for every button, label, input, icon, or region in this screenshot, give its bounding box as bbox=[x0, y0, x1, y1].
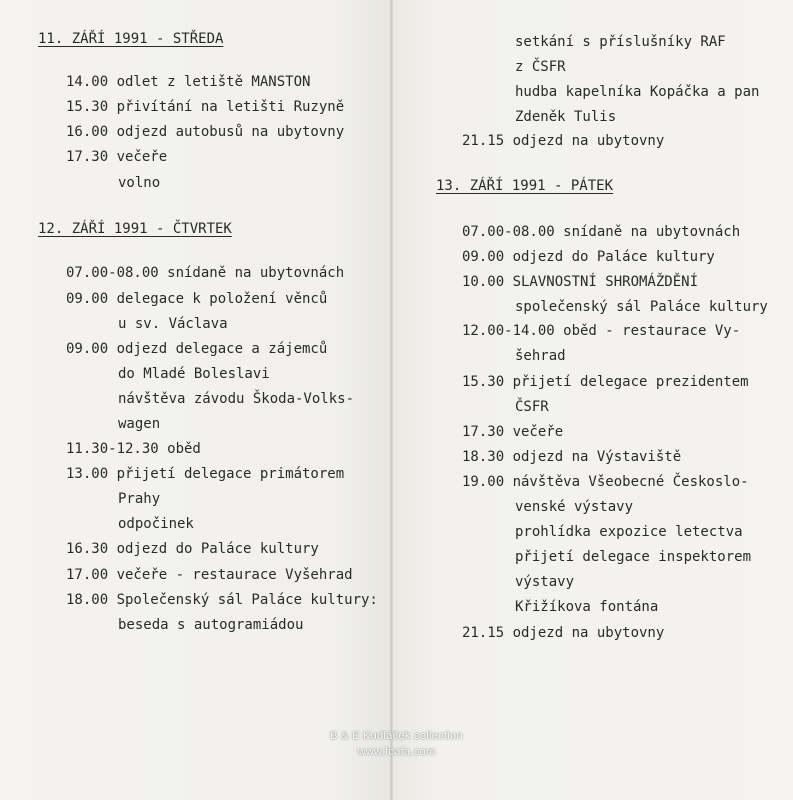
schedule-line: 17.30 večeře bbox=[66, 149, 168, 165]
schedule-line: 18.00 Společenský sál Paláce kultury: bbox=[66, 592, 378, 608]
schedule-line: Zdeněk Tulis bbox=[515, 109, 617, 125]
schedule-line: 12.00-14.00 oběd - restaurace Vy- bbox=[462, 323, 741, 339]
schedule-line: 16.00 odjezd autobusů na ubytovny bbox=[66, 124, 345, 140]
schedule-line: přijetí delegace inspektorem bbox=[515, 549, 752, 565]
schedule-line: návštěva závodu Škoda-Volks- bbox=[118, 391, 355, 407]
schedule-line: společenský sál Paláce kultury bbox=[515, 299, 768, 315]
schedule-line: 17.00 večeře - restaurace Vyšehrad bbox=[66, 567, 353, 583]
schedule-line: venské výstavy bbox=[515, 499, 634, 515]
schedule-line: ČSFR bbox=[515, 399, 549, 415]
schedule-line: Prahy bbox=[118, 491, 161, 507]
schedule-line: 13.00 přijetí delegace primátorem bbox=[66, 466, 345, 482]
schedule-line: 14.00 odlet z letiště MANSTON bbox=[66, 74, 311, 90]
schedule-line: prohlídka expozice letectva bbox=[515, 524, 743, 540]
day-heading-13-sep: 13. ZÁŘÍ 1991 - PÁTEK bbox=[436, 178, 614, 194]
schedule-line: do Mladé Boleslavi bbox=[118, 366, 270, 382]
schedule-line: 10.00 SLAVNOSTNÍ SHROMÁŽDĚNÍ bbox=[462, 274, 699, 290]
schedule-line: 15.30 přivítání na letišti Ruzyně bbox=[66, 99, 345, 115]
page-fold bbox=[390, 0, 393, 800]
schedule-line: 21.15 odjezd na ubytovny bbox=[462, 625, 665, 641]
schedule-line: Křižíkova fontána bbox=[515, 599, 659, 615]
day-heading-11-sep: 11. ZÁŘÍ 1991 - STŘEDA bbox=[38, 31, 224, 47]
schedule-line: šehrad bbox=[515, 348, 566, 364]
watermark-collection: B & E Kudláček collection bbox=[330, 730, 463, 742]
schedule-line: 07.00-08.00 snídaně na ubytovnách bbox=[462, 224, 741, 240]
schedule-line: 17.30 večeře bbox=[462, 424, 564, 440]
schedule-line: výstavy bbox=[515, 574, 575, 590]
schedule-line: 09.00 odjezd do Paláce kultury bbox=[462, 249, 715, 265]
schedule-line: hudba kapelníka Kopáčka a pan bbox=[515, 84, 760, 100]
schedule-line: u sv. Václava bbox=[118, 316, 228, 332]
schedule-line: 21.15 odjezd na ubytovny bbox=[462, 133, 665, 149]
watermark-url: www.fcafa.com bbox=[357, 746, 436, 758]
schedule-line: odpočinek bbox=[118, 516, 194, 532]
day-heading-12-sep: 12. ZÁŘÍ 1991 - ČTVRTEK bbox=[38, 221, 232, 237]
schedule-line: wagen bbox=[118, 416, 161, 432]
schedule-line: 18.30 odjezd na Výstaviště bbox=[462, 449, 682, 465]
schedule-line: 09.00 delegace k položení věnců bbox=[66, 291, 328, 307]
schedule-line: 19.00 návštěva Všeobecné Českoslo- bbox=[462, 474, 749, 490]
schedule-line: 07.00-08.00 snídaně na ubytovnách bbox=[66, 265, 345, 281]
schedule-line: volno bbox=[118, 175, 161, 191]
schedule-line: 11.30-12.30 oběd bbox=[66, 441, 201, 457]
schedule-line: 15.30 přijetí delegace prezidentem bbox=[462, 374, 749, 390]
schedule-line: z ČSFR bbox=[515, 59, 566, 75]
schedule-line: beseda s autogramiádou bbox=[118, 617, 304, 633]
schedule-line: 09.00 odjezd delegace a zájemců bbox=[66, 341, 328, 357]
schedule-line: 16.30 odjezd do Paláce kultury bbox=[66, 541, 319, 557]
schedule-line: setkání s příslušníky RAF bbox=[515, 34, 726, 50]
